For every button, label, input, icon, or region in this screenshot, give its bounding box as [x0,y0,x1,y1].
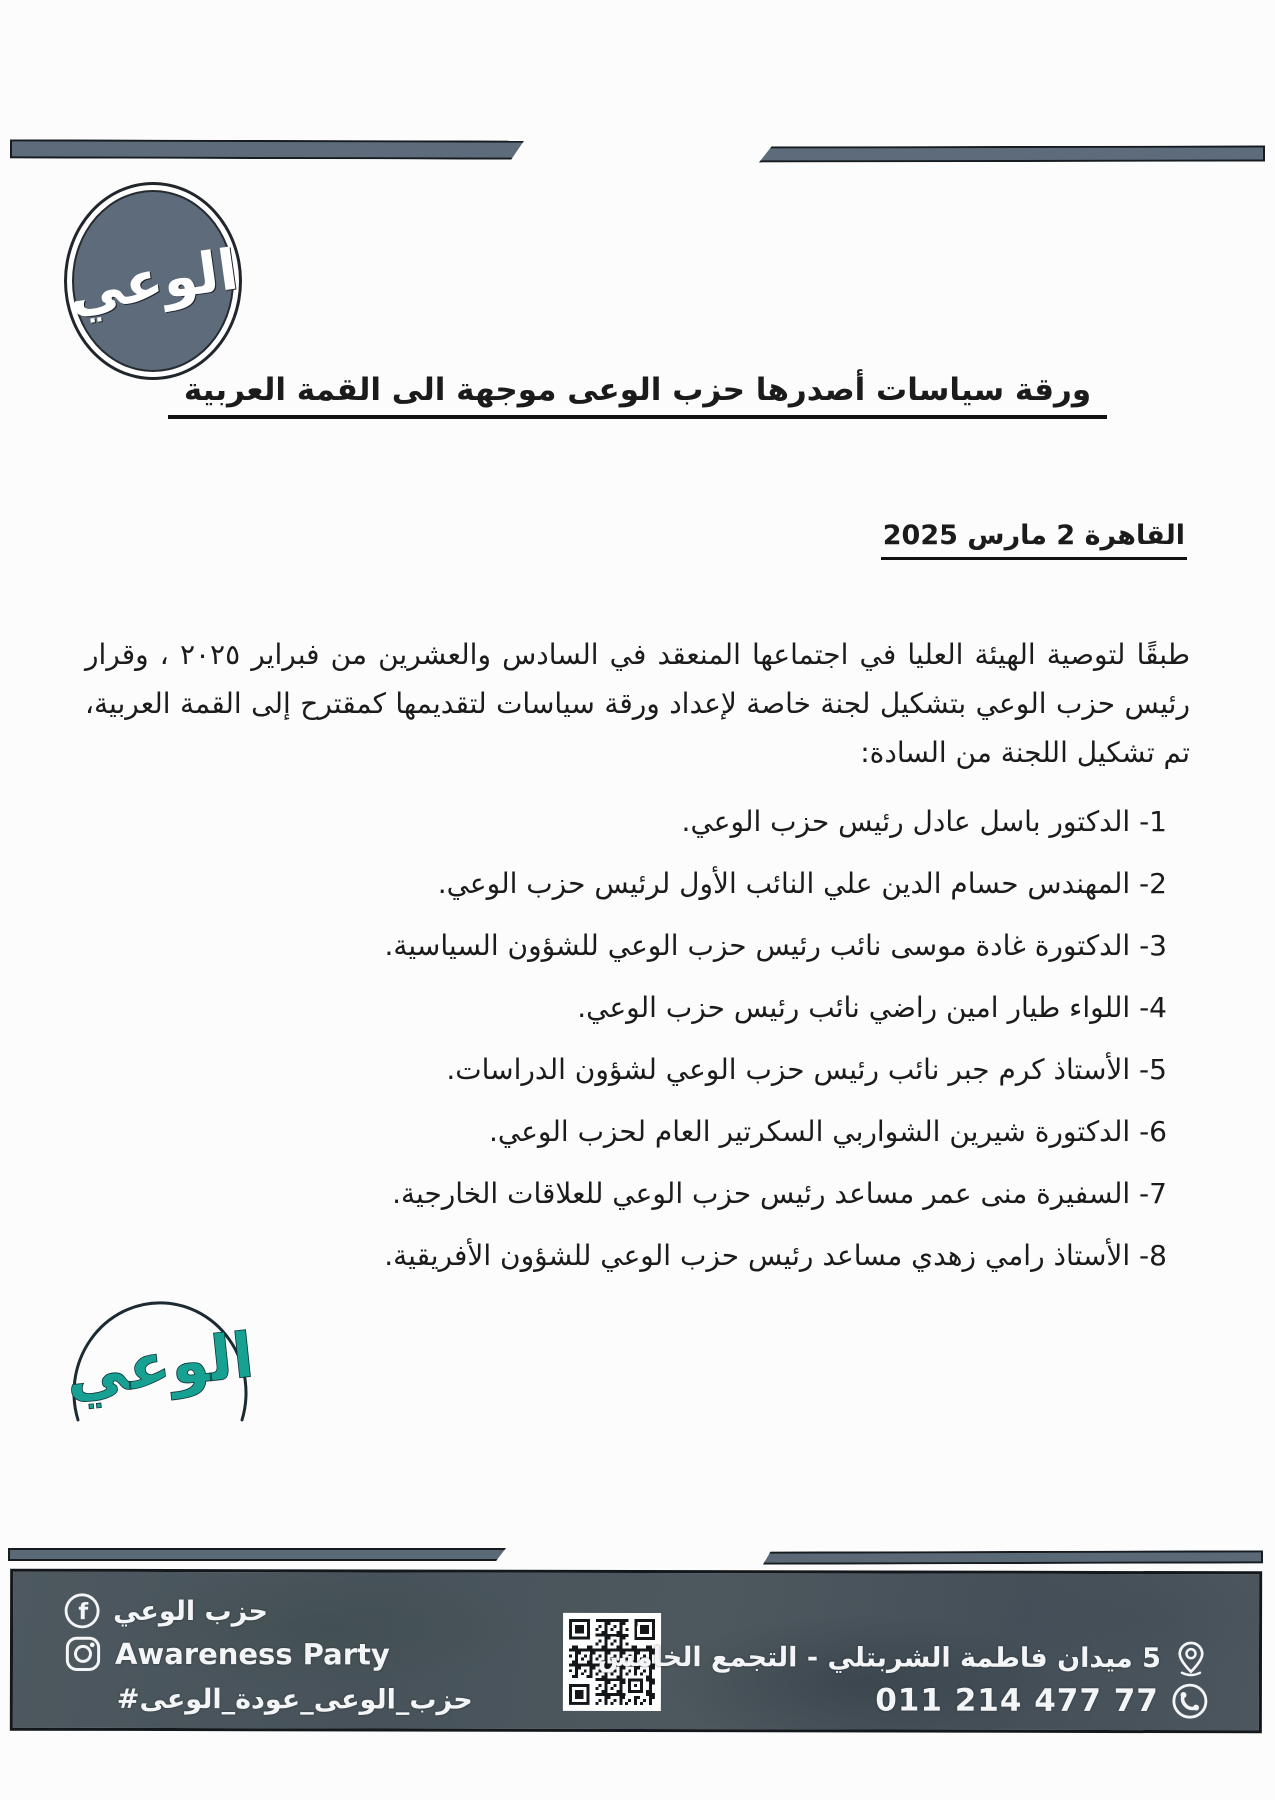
phone-row [875,1682,1209,1721]
committee-member: 2- المهندس حسام الدين علي النائب الأول لرئيس حزب الوعي. [437,867,1167,900]
watermark-calligraphy-text: الوعي [62,1318,258,1411]
address-text: 5 ميدان فاطمة الشربتلي - التجمع الخامس [597,1641,1162,1674]
footer-decorative-bar-left [8,1548,506,1561]
document-title-text: ورقة سياسات أصدرها حزب الوعى موجهة الى القمة العربية [168,372,1107,419]
date-line [881,520,1187,560]
party-seal-inner [64,190,242,372]
intro-paragraph: طبقًا لتوصية الهيئة العليا في اجتماعها المنعقد في السادس والعشرين من فبراير ٢٠٢٥ ، وقرار رئيس حزب الوعي بتشكيل لجنة خاصة لإعداد ورقة سياسات لتقديمها كمقترح إلى القمة العربية، تم تشكيل اللجنة من السادة: [85,638,1191,769]
document-title [85,372,1190,419]
instagram-row [63,1634,390,1675]
watermark-logo [60,1248,260,1468]
phone-number: 011 214 477 77 [875,1682,1159,1720]
date-line-text: القاهرة 2 مارس 2025 [881,520,1187,560]
instagram-icon [63,1634,103,1674]
committee-member: 3- الدكتورة غادة موسى نائب رئيس حزب الوعي للشؤون السياسية. [384,929,1167,962]
committee-member: 8- الأستاذ رامي زهدي مساعد رئيس حزب الوعي للشؤون الأفريقية. [384,1239,1167,1272]
top-decorative-bar-right [759,146,1265,163]
footer-bar [10,1569,1262,1734]
committee-member: 1- الدكتور باسل عادل رئيس حزب الوعي. [681,805,1167,838]
committee-member: 5- الأستاذ كرم جبر نائب رئيس حزب الوعي لشؤون الدراسات. [446,1053,1167,1086]
facebook-icon [63,1592,101,1630]
committee-member: 4- اللواء طيار امين راضي نائب رئيس حزب الوعي. [577,991,1167,1024]
phone-icon [1171,1682,1209,1720]
address-row [598,1637,1209,1678]
facebook-label: حزب الوعي [113,1595,268,1627]
committee-member: 7- السفيرة منى عمر مساعد رئيس حزب الوعي للعلاقات الخارجية. [392,1177,1167,1210]
instagram-label: Awareness Party [114,1636,390,1672]
hashtag-text: #حزب_الوعى_عودة_الوعى [116,1683,473,1716]
seal-calligraphy-text: الوعي [64,236,242,326]
committee-list [120,804,1167,1300]
hashtag-row [117,1684,473,1716]
top-decorative-bar-left [10,139,524,159]
footer-decorative-bar-right [763,1550,1263,1564]
svg-text:f: f [78,1599,89,1626]
committee-member: 6- الدكتورة شيرين الشواربي السكرتير العام لحزب الوعي. [488,1115,1167,1148]
facebook-row [63,1592,268,1630]
location-pin-icon [1173,1638,1209,1678]
party-seal-logo [64,182,242,380]
